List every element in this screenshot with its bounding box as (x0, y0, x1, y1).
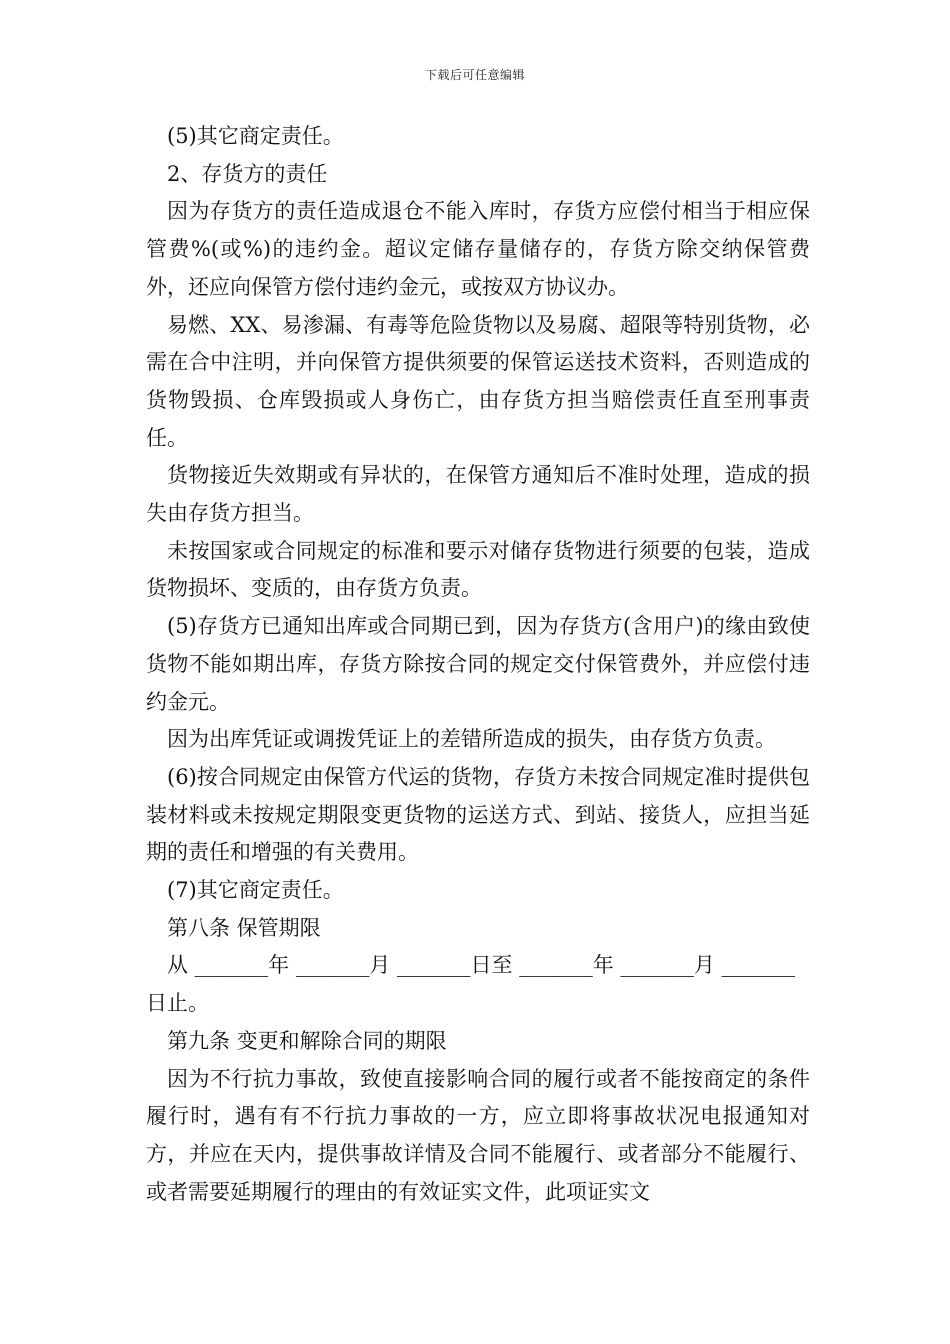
article-heading-storage-period: 第八条 保管期限 (167, 915, 321, 940)
page-header-note: 下载后可任意编辑 (424, 68, 525, 82)
paragraph-dangerous-goods: 易燃、XX、易渗漏、有毒等危险货物以及易腐、超限等特别货物，必需在合中注明，并向保管方提供须要的保管运送技术资料，否则造成的货物毁损、仓库毁损或人身伤亡，由存货方担当赔偿责任直至刑事责任。 (146, 312, 810, 450)
paragraph-clause-5-delivery: (5)存货方已通知出库或合同期已到，因为存货方(含用户)的缘由致使货物不能如期出库，存货方除按合同的规定交付保管费外，并应偿付违约金元。 (146, 614, 810, 714)
paragraph-expiry-goods: 货物接近失效期或有异状的，在保管方通知后不准时处理，造成的损失由存货方担当。 (146, 463, 810, 526)
section-heading-depositor-liability: 2、存货方的责任 (167, 161, 328, 186)
paragraph-voucher-error: 因为出库凭证或调拨凭证上的差错所造成的损失，由存货方负责。 (167, 727, 776, 752)
paragraph-clause-6-transport: (6)按合同规定由保管方代运的货物，存货方未按合同规定准时提供包装材料或未按规定期限变更货物的运送方式、到站、接货人，应担当延期的责任和增强的有关费用。 (146, 764, 810, 865)
article-heading-change-termination: 第九条 变更和解除合同的期限 (167, 1028, 447, 1053)
paragraph-force-majeure: 因为不行抗力事故，致使直接影响合同的履行或者不能按商定的条件履行时，遇有有不行抗力事故的一方，应立即将事故状况电报通知对方，并应在天内，提供事故详情及合同不能履行、或者部分不能履行、或者需要延期履行的理由的有效证实文件，此项证实文 (146, 1066, 810, 1204)
storage-period-date-line: 从 _______年 _______月 _______日至 _______年 _______月 _______日止。 (146, 953, 796, 1016)
paragraph-clause-5-other: (5)其它商定责任。 (167, 124, 344, 148)
document-body (146, 118, 810, 1211)
paragraph-packaging: 未按国家或合同规定的标准和要示对储存货物进行须要的包装，造成货物损坏、变质的，由存货方负责。 (146, 538, 810, 601)
paragraph-return-penalty: 因为存货方的责任造成退仓不能入库时，存货方应偿付相当于相应保管费%(或%)的违约金。超议定储存量储存的，存货方除交纳保管费外，还应向保管方偿付违约金元，或按双方协议办。 (146, 199, 810, 299)
paragraph-clause-7-other: (7)其它商定责任。 (167, 878, 344, 903)
